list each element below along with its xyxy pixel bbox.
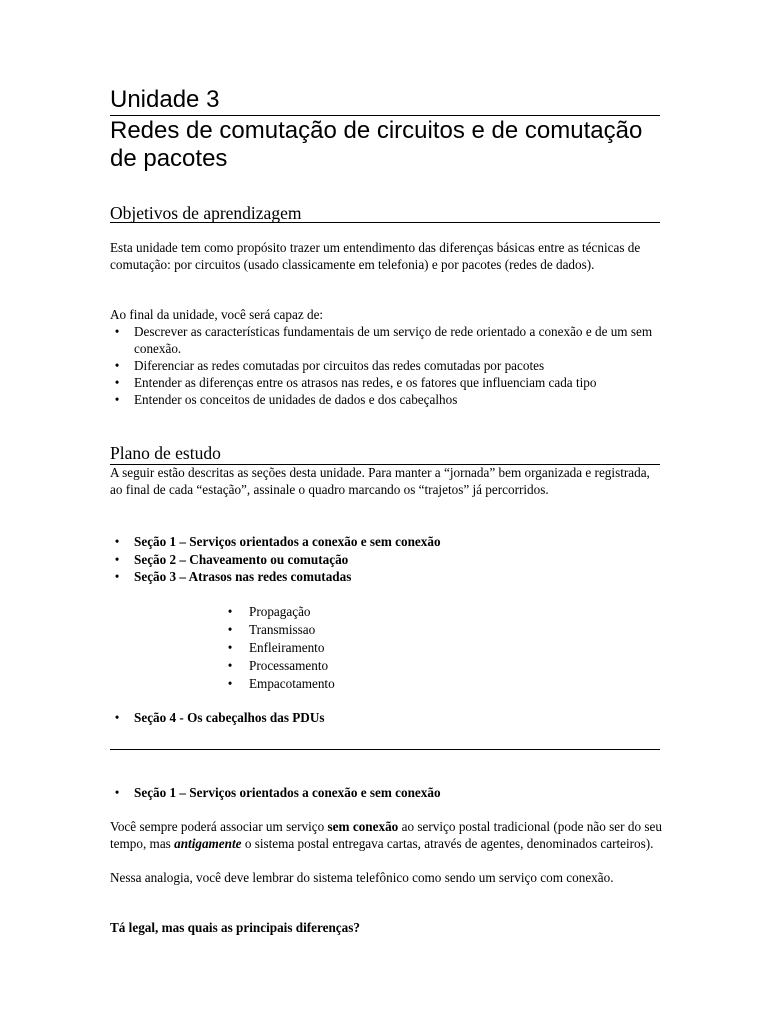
bullet-icon: •	[227, 658, 233, 673]
bullet-icon: •	[114, 785, 120, 800]
list-item: • Empacotamento	[225, 675, 525, 693]
list-item: • Seção 4 - Os cabeçalhos das PDUs	[110, 709, 662, 727]
list-item: • Enfleiramento	[225, 639, 525, 657]
list-item: • Seção 2 – Chaveamento ou comutação	[110, 551, 662, 569]
section-divider	[110, 749, 660, 750]
delay-types-list	[225, 603, 525, 693]
bullet-icon: •	[114, 551, 120, 567]
list-item: • Descrever as características fundamentais de um serviço de rede orientado a conexão e de um sem conexão.	[110, 323, 662, 357]
bullet-icon: •	[114, 534, 120, 549]
list-item: • Seção 3 – Atrasos nas redes comutadas	[110, 568, 662, 586]
objectives-rule	[110, 222, 660, 223]
bullet-icon: •	[114, 392, 120, 407]
objectives-intro: Esta unidade tem como propósito trazer um entendimento das diferenças básicas entre as técnicas de comutação: por circuitos (usado classicamente em telefonia) e por pacotes (redes de dados).	[110, 240, 641, 272]
list-item: • Transmissao	[225, 621, 525, 639]
objectives-heading: Objetivos de aprendizagem	[110, 203, 302, 223]
bullet-icon: •	[227, 676, 233, 691]
bullet-icon: •	[114, 375, 120, 390]
bullet-icon: •	[114, 569, 120, 584]
bullet-icon: •	[114, 358, 120, 373]
unit-title: Unidade 3	[110, 86, 220, 113]
list-item: • Propagação	[225, 603, 525, 621]
bullet-icon: •	[227, 640, 233, 655]
emphasis-antigamente: antigamente	[174, 836, 242, 851]
unit-subtitle: Redes de comutação de circuitos e de comutação de pacotes	[110, 117, 643, 172]
list-item: • Processamento	[225, 657, 525, 675]
title-rule	[110, 115, 660, 116]
section1-heading: • Seção 1 – Serviços orientados a conexão e sem conexão	[110, 784, 662, 802]
bullet-icon: •	[227, 622, 233, 637]
section1-paragraph-1: Você sempre poderá associar um serviço sem conexão ao serviço postal tradicional (pode não ser do seu tempo, mas antigamente o sistema postal entregava cartas, através de agentes, denominados carteiros).	[110, 819, 662, 851]
list-item: • Diferenciar as redes comutadas por circuitos das redes comutadas por pacotes	[110, 357, 662, 374]
section1-question: Tá legal, mas quais as principais diferenças?	[110, 920, 360, 935]
section1-heading-list	[110, 784, 662, 802]
study-plan-intro: A seguir estão descritas as seções desta unidade. Para manter a “jornada” bem organizada e registrada, ao final de cada “estação”, assinale o quadro marcando os “trajetos” já percorridos.	[110, 465, 650, 497]
list-item: • Entender os conceitos de unidades de dados e dos cabeçalhos	[110, 391, 662, 408]
section1-paragraph-2: Nessa analogia, você deve lembrar do sistema telefônico como sendo um serviço com conexão.	[110, 870, 614, 885]
sections-list	[110, 533, 662, 586]
section4-list	[110, 709, 662, 727]
bullet-icon: •	[114, 710, 120, 725]
bullet-icon: •	[114, 324, 120, 339]
objectives-lead: Ao final da unidade, você será capaz de:	[110, 307, 324, 322]
bullet-icon: •	[227, 604, 233, 619]
emphasis-sem-conexao: sem conexão	[327, 819, 399, 834]
objectives-list	[110, 323, 662, 408]
study-plan-heading: Plano de estudo	[110, 443, 221, 463]
list-item: • Entender as diferenças entre os atrasos nas redes, e os fatores que influenciam cada tipo	[110, 374, 662, 391]
list-item: • Seção 1 – Serviços orientados a conexão e sem conexão	[110, 533, 662, 551]
